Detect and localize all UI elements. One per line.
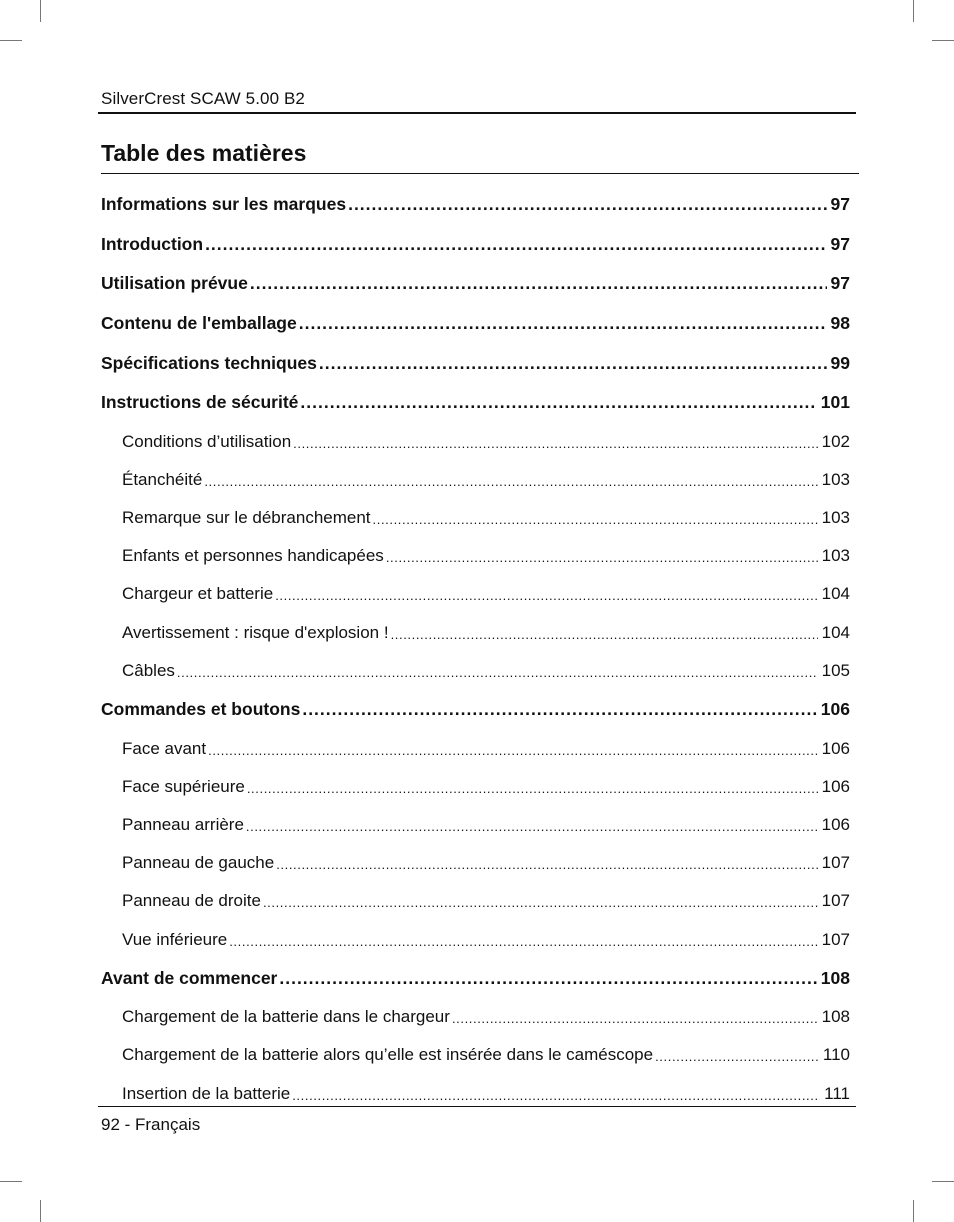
toc-entry-page-number: 97 — [830, 233, 850, 254]
toc-entry-label: Avertissement : risque d'explosion ! — [122, 622, 389, 642]
toc-dot-leader — [250, 273, 827, 294]
toc-entry-page-number: 104 — [821, 622, 850, 642]
toc-entry-page-number: 98 — [830, 313, 850, 334]
toc-entry-page-number: 104 — [821, 584, 850, 604]
toc-entry-page-number: 106 — [821, 738, 850, 758]
toc-entry-page-number: 99 — [830, 352, 850, 373]
toc-dot-leader — [246, 819, 818, 834]
toc-dot-leader — [204, 474, 817, 489]
page-title: Table des matières — [101, 140, 307, 166]
toc-dot-leader — [300, 392, 816, 413]
toc-subsection-entry[interactable] — [98, 882, 850, 920]
toc-dot-leader — [452, 1011, 818, 1026]
crop-mark-bottom-right-h — [932, 1181, 954, 1182]
toc-dot-leader — [205, 234, 826, 255]
toc-dot-leader — [348, 194, 826, 215]
crop-mark-bottom-right-v — [913, 1200, 914, 1222]
toc-dot-leader — [247, 781, 818, 796]
toc-entry-label: Insertion de la batterie — [122, 1083, 291, 1103]
footer-rule — [98, 1106, 856, 1107]
toc-entry-label: Enfants et personnes handicapées — [122, 546, 384, 566]
toc-entry-label: Conditions d’utilisation — [122, 431, 292, 451]
toc-section-entry[interactable] — [98, 225, 850, 265]
toc-dot-leader — [229, 934, 817, 949]
toc-entry-label: Câbles — [122, 660, 175, 680]
toc-subsection-entry[interactable] — [98, 423, 850, 461]
toc-entry-page-number: 101 — [820, 392, 850, 413]
toc-section-entry[interactable] — [98, 690, 850, 730]
crop-mark-bottom-left-h — [0, 1181, 22, 1182]
toc-dot-leader — [208, 743, 818, 758]
toc-entry-page-number: 108 — [820, 967, 850, 988]
crop-mark-top-left-v — [40, 0, 41, 22]
toc-entry-label: Chargement de la batterie dans le chargeur — [122, 1007, 450, 1027]
toc-entry-page-number: 111 — [824, 1083, 850, 1103]
toc-subsection-entry[interactable] — [98, 998, 850, 1036]
toc-entry-page-number: 110 — [822, 1045, 850, 1065]
toc-section-entry[interactable] — [98, 185, 850, 225]
toc-subsection-entry[interactable] — [98, 1036, 850, 1074]
toc-subsection-entry[interactable] — [98, 844, 850, 882]
running-header: SilverCrest SCAW 5.00 B2 — [101, 89, 305, 108]
toc-entry-page-number: 103 — [821, 508, 850, 528]
toc-entry-label: Face avant — [122, 738, 207, 758]
toc-subsection-entry[interactable] — [98, 920, 850, 958]
toc-entry-label: Face supérieure — [122, 776, 245, 796]
toc-entry-page-number: 106 — [820, 699, 850, 720]
toc-subsection-entry[interactable] — [98, 729, 850, 767]
toc-dot-leader — [302, 699, 816, 720]
toc-entry-label: Panneau de gauche — [122, 853, 275, 873]
toc-dot-leader — [279, 968, 816, 989]
toc-entry-label: Panneau de droite — [122, 891, 261, 911]
toc-entry-page-number: 106 — [821, 776, 850, 796]
toc-entry-page-number: 107 — [821, 891, 850, 911]
title-rule — [101, 173, 859, 174]
toc-subsection-entry[interactable] — [98, 499, 850, 537]
crop-mark-top-right-v — [913, 0, 914, 22]
toc-entry-page-number: 103 — [821, 546, 850, 566]
toc-section-entry[interactable] — [98, 304, 850, 344]
toc-subsection-entry[interactable] — [98, 461, 850, 499]
toc-dot-leader — [319, 353, 827, 374]
toc-entry-label: Chargement de la batterie alors qu’elle est insérée dans le caméscope — [122, 1045, 654, 1065]
toc-entry-label: Remarque sur le débranchement — [122, 508, 371, 528]
toc-dot-leader — [299, 313, 827, 334]
toc-entry-label: Informations sur les marques — [101, 194, 347, 215]
header-rule — [98, 112, 856, 114]
toc-entry-page-number: 107 — [821, 929, 850, 949]
toc-dot-leader — [386, 550, 818, 565]
toc-entry-label: Chargeur et batterie — [122, 584, 274, 604]
toc-entry-page-number: 108 — [821, 1007, 850, 1027]
toc-entry-label: Contenu de l'emballage — [101, 313, 297, 334]
toc-section-entry[interactable] — [98, 343, 850, 383]
crop-mark-top-right-h — [932, 40, 954, 41]
toc-subsection-entry[interactable] — [98, 614, 850, 652]
toc-dot-leader — [276, 857, 817, 872]
toc-entry-label: Utilisation prévue — [101, 273, 248, 294]
page-footer: 92 - Français — [101, 1115, 201, 1134]
document-page — [98, 0, 856, 1222]
toc-entry-page-number: 103 — [821, 469, 850, 489]
toc-entry-page-number: 106 — [821, 814, 850, 834]
toc-subsection-entry[interactable] — [98, 806, 850, 844]
toc-entry-label: Étanchéité — [122, 469, 203, 489]
table-of-contents — [98, 185, 856, 1113]
toc-dot-leader — [391, 627, 818, 642]
toc-dot-leader — [293, 436, 817, 451]
toc-entry-label: Commandes et boutons — [101, 699, 301, 720]
toc-dot-leader — [177, 665, 818, 680]
crop-mark-top-left-h — [0, 40, 22, 41]
toc-subsection-entry[interactable] — [98, 1075, 850, 1113]
toc-subsection-entry[interactable] — [98, 575, 850, 613]
crop-mark-bottom-left-v — [40, 1200, 41, 1222]
toc-section-entry[interactable] — [98, 383, 850, 423]
toc-entry-page-number: 97 — [830, 273, 850, 294]
toc-entry-label: Vue inférieure — [122, 929, 228, 949]
toc-entry-label: Introduction — [101, 233, 204, 254]
toc-dot-leader — [275, 588, 817, 603]
toc-entry-label: Instructions de sécurité — [101, 392, 299, 413]
toc-section-entry[interactable] — [98, 959, 850, 999]
toc-entry-page-number: 105 — [821, 660, 850, 680]
toc-entry-page-number: 102 — [821, 431, 850, 451]
toc-entry-label: Spécifications techniques — [101, 352, 317, 373]
toc-entry-page-number: 107 — [821, 853, 850, 873]
toc-section-entry[interactable] — [98, 264, 850, 304]
toc-dot-leader — [292, 1088, 820, 1103]
toc-entry-label: Panneau arrière — [122, 814, 244, 834]
toc-subsection-entry[interactable] — [98, 768, 850, 806]
toc-subsection-entry[interactable] — [98, 537, 850, 575]
toc-dot-leader — [263, 895, 818, 910]
toc-subsection-entry[interactable] — [98, 652, 850, 690]
toc-entry-page-number: 97 — [830, 194, 850, 215]
toc-entry-label: Avant de commencer — [101, 967, 278, 988]
toc-dot-leader — [373, 512, 818, 527]
toc-dot-leader — [655, 1049, 819, 1064]
